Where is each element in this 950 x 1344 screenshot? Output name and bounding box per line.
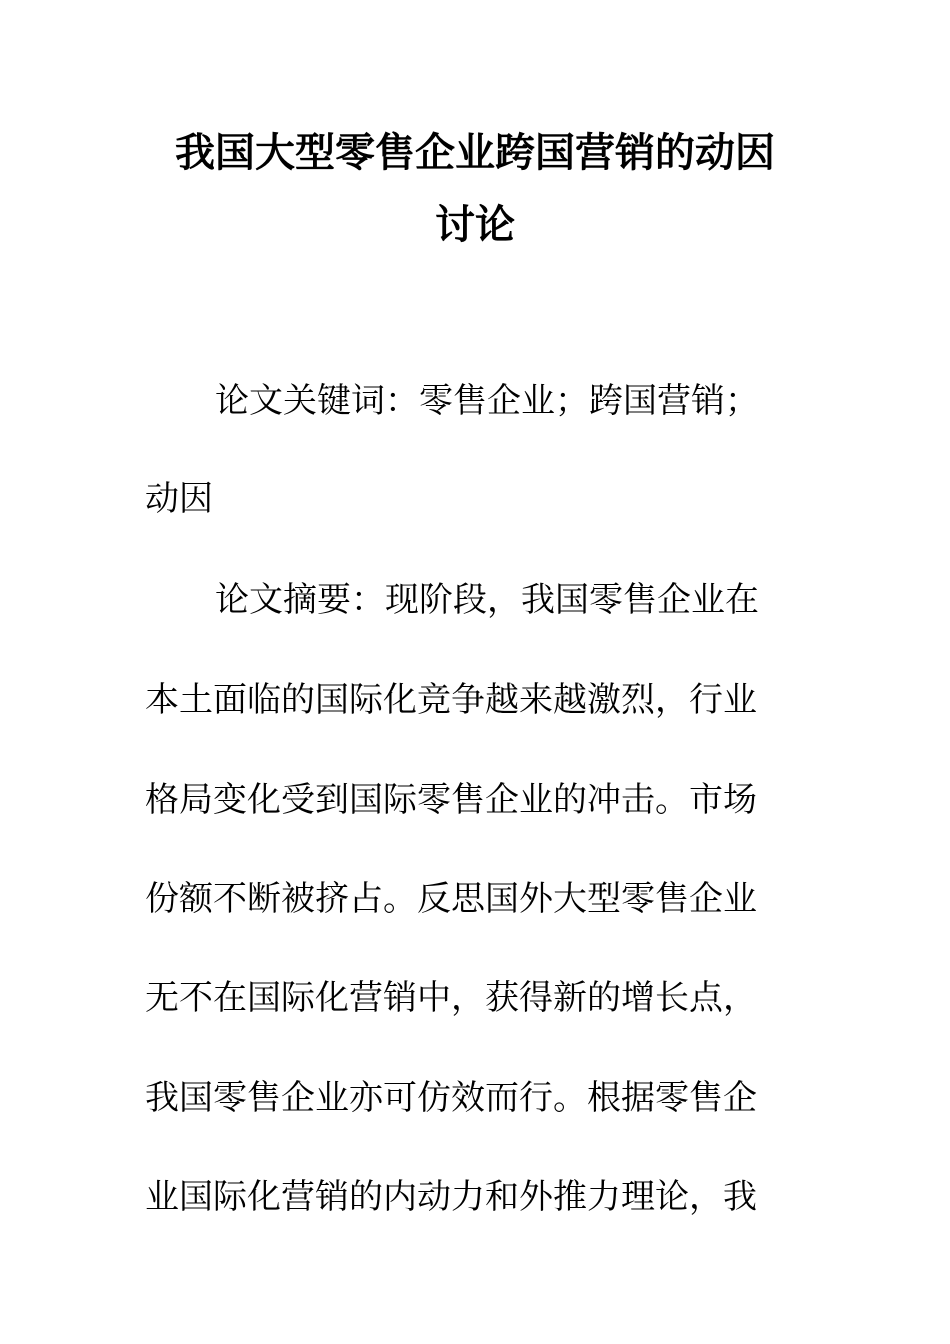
abstract-line-7: 业国际化营销的内动力和外推力理论，我 [145,1177,757,1217]
keywords-line-2: 动因 [145,479,213,519]
abstract-line-5: 无不在国际化营销中，获得新的增长点， [145,978,757,1018]
abstract-line-3: 格局变化受到国际零售企业的冲击。市场 [145,780,757,820]
abstract-line-1: 论文摘要：现阶段，我国零售企业在 [215,580,759,620]
abstract-line-2: 本土面临的国际化竞争越来越激烈，行业 [145,680,757,720]
title-line-1: 我国大型零售企业跨国营销的动因 [175,129,775,176]
abstract-line-4: 份额不断被挤占。反思国外大型零售企业 [145,879,757,919]
title-line-2: 讨论 [435,201,515,248]
abstract-line-6: 我国零售企业亦可仿效而行。根据零售企 [145,1078,757,1118]
keywords-line-1: 论文关键词：零售企业；跨国营销； [215,381,759,421]
